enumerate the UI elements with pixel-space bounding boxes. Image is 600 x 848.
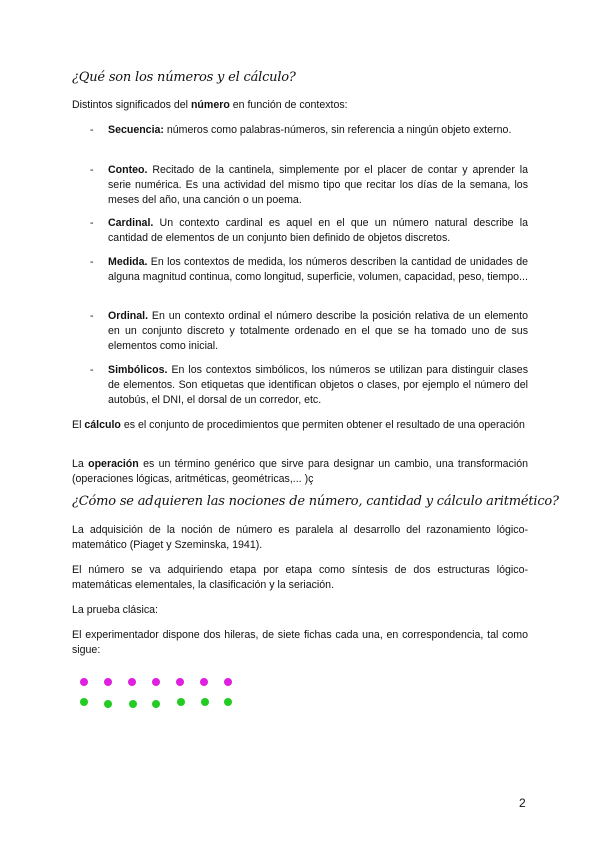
pink-token xyxy=(128,678,136,686)
intro-text-end: en función de contextos: xyxy=(229,99,348,111)
pink-token xyxy=(152,678,160,686)
list-item-term: Cardinal. xyxy=(108,217,154,229)
page-number: 2 xyxy=(519,796,526,810)
green-token xyxy=(80,698,88,706)
calculo-text-end: es el conjunto de procedimientos que permiten obtener el resultado de una operación xyxy=(120,419,525,431)
list-item-term: Conteo. xyxy=(108,164,148,176)
section-heading-numeros: ¿Qué son los números y el cálculo? xyxy=(72,70,296,85)
green-token xyxy=(201,698,209,706)
paragraph-prueba: La prueba clásica: xyxy=(72,604,158,616)
list-item-term: Medida. xyxy=(108,256,148,268)
list-item-term: Ordinal. xyxy=(108,310,149,322)
paragraph-adquisicion: La adquisición de la noción de número es paralela al desarrollo del razonamiento lógico-matemático (Piaget y Szeminska, 1941). xyxy=(72,524,528,551)
list-dash: - xyxy=(90,124,94,136)
green-token xyxy=(224,698,232,706)
list-dash: - xyxy=(90,310,94,322)
list-item-term: Simbólicos. xyxy=(108,364,168,376)
list-item-term: Secuencia: xyxy=(108,124,164,136)
paragraph-etapas: El número se va adquiriendo etapa por etapa como síntesis de dos estructuras lógico-matemáticas elementales, la clasificación y la seriación. xyxy=(72,564,528,591)
pink-token xyxy=(200,678,208,686)
list-dash: - xyxy=(90,364,94,376)
calculo-text: El xyxy=(72,419,85,431)
list-dash: - xyxy=(90,164,94,176)
paragraph-experimentador: El experimentador dispone dos hileras, de siete fichas cada una, en correspondencia, tal como sigue: xyxy=(72,629,528,656)
operacion-text-end: es un término genérico que sirve para designar un cambio, una transformación (operaciones lógicas, aritméticas, geométricas,... )ç xyxy=(72,458,528,485)
operacion-bold: operación xyxy=(88,458,139,470)
list-item-desc: En los contextos de medida, los números describen la cantidad de unidades de alguna magnitud continua, como longitud, superficie, volumen, capacidad, peso, tiempo... xyxy=(108,256,528,283)
pink-token xyxy=(224,678,232,686)
section-heading-adquisicion: ¿Cómo se adquieren las nociones de número, cantidad y cálculo aritmético? xyxy=(72,494,559,509)
intro-bold: número xyxy=(190,99,230,111)
pink-token xyxy=(104,678,112,686)
operacion-text: La xyxy=(72,458,89,470)
intro-text: Distintos significados del xyxy=(72,99,191,111)
list-dash: - xyxy=(90,256,94,268)
list-item-desc: En los contextos simbólicos, los números se utilizan para distinguir clases de elementos. Son etiquetas que identifican objetos o clases, por ejemplo el número del autobús, el DNI, el dorsal de un corredor, etc. xyxy=(108,364,528,406)
green-token xyxy=(129,700,137,708)
list-item-desc: Recitado de la cantinela, simplemente por el placer de contar y aprender la serie numérica. Es una actividad del mismo tipo que recitar los días de la semana, los meses del año, una canción o un poema. xyxy=(108,164,528,206)
list-item-desc: números como palabras-números, sin referencia a ningún objeto externo. xyxy=(163,124,512,136)
list-item-desc: Un contexto cardinal es aquel en el que un número natural describe la cantidad de elementos de un conjunto bien definido de objetos discretos. xyxy=(108,217,528,244)
green-token xyxy=(177,698,185,706)
list-item-desc: En un contexto ordinal el número describe la posición relativa de un elemento en un conjunto discreto y totalmente ordenado en el que se ha tomado uno de sus elementos como inicial. xyxy=(108,310,528,352)
pink-token xyxy=(80,678,88,686)
list-dash: - xyxy=(90,217,94,229)
calculo-bold: cálculo xyxy=(84,419,121,431)
pink-token xyxy=(176,678,184,686)
green-token xyxy=(152,700,160,708)
green-token xyxy=(104,700,112,708)
